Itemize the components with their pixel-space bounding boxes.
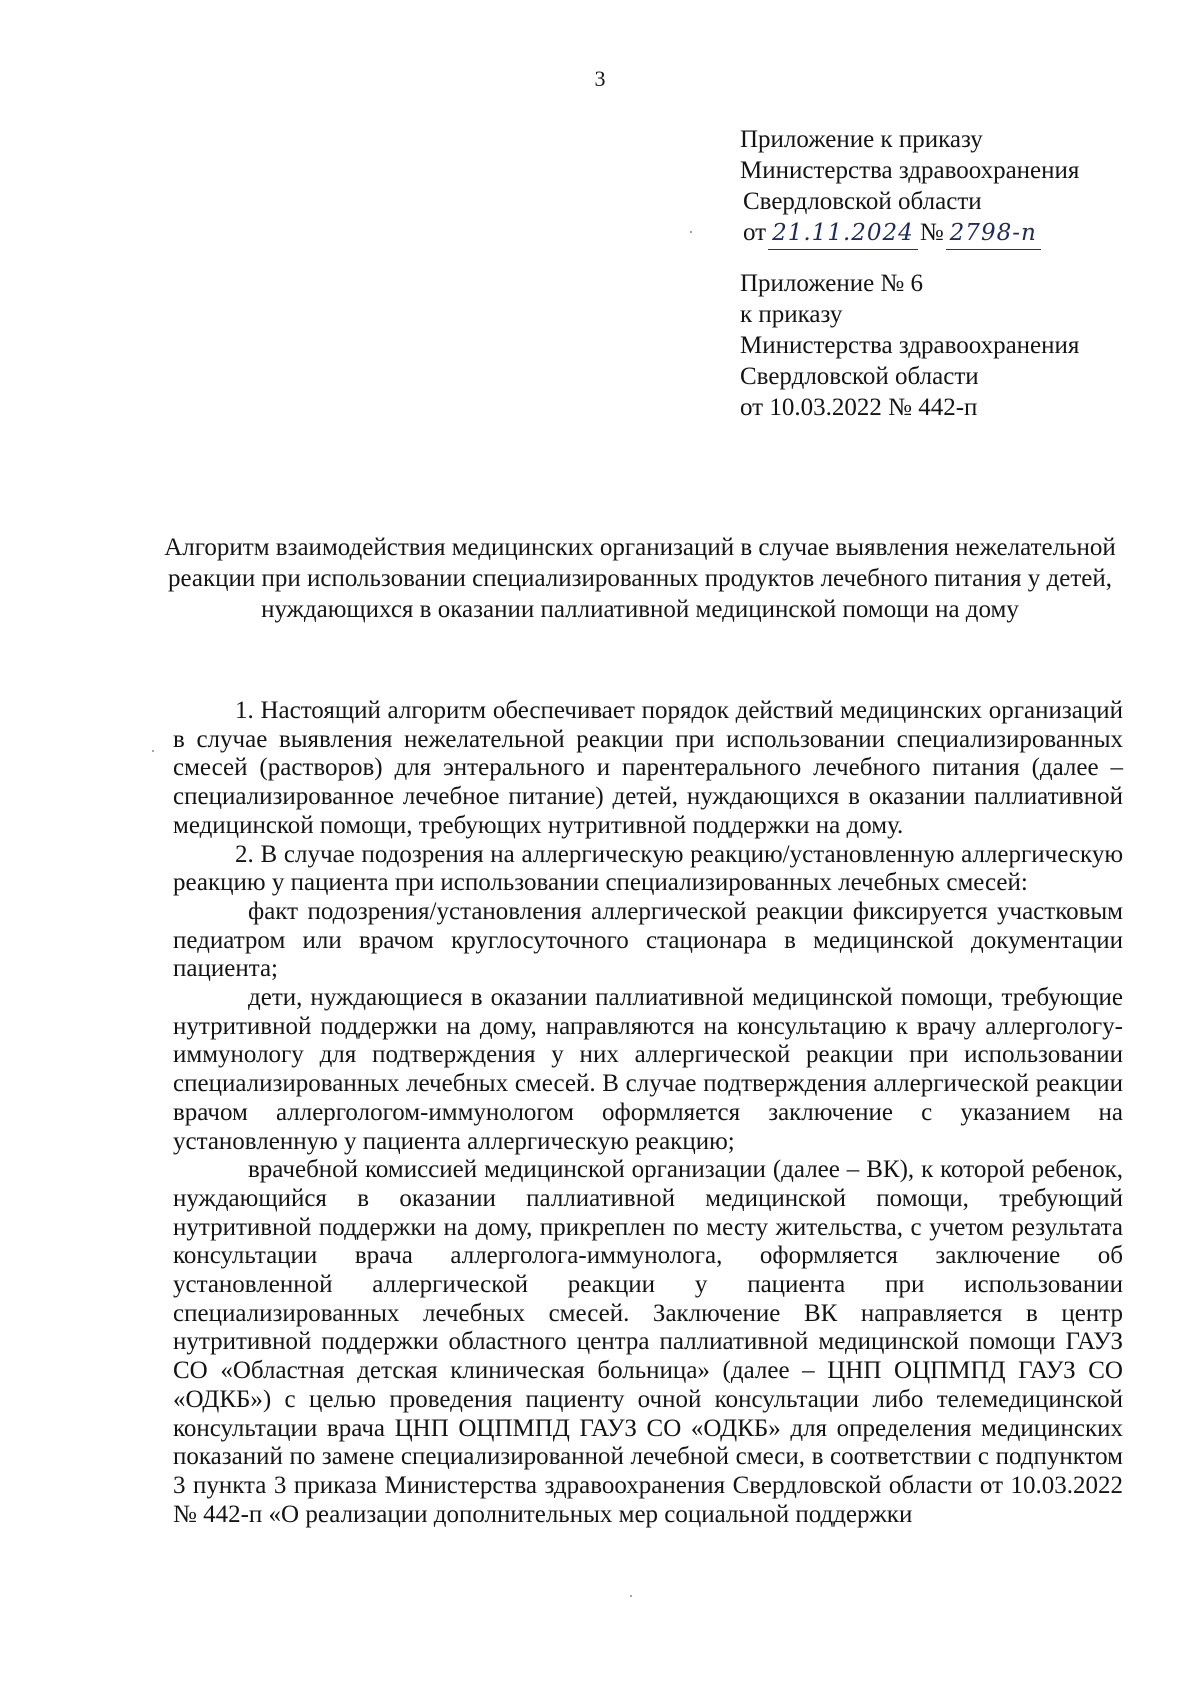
appendix-line: Министерства здравоохранения [740, 157, 1080, 184]
scan-speck [630, 1595, 632, 1597]
document-body [173, 697, 1123, 1529]
number-prefix: № [919, 219, 944, 246]
handwritten-number: 2798-п [946, 218, 1041, 250]
appendix-line: Приложение № 6 [740, 270, 924, 297]
handwritten-date: 21.11.2024 [768, 218, 918, 250]
paragraph: дети, нуждающиеся в оказании паллиативной медицинской помощи, требующие нутритивной поддержки на дому, направляются на консультацию к врачу аллергологу-иммунологу для подтверждения у них аллергической реакции при использовании специализированных лечебных смесей. В случае подтверждения аллергической реакции врачом аллергологом-иммунологом оформляется заключение с указанием на установленную у пациента аллергическую реакцию; [173, 984, 1123, 1155]
appendix-line: к приказу [740, 301, 843, 328]
page-number: 3 [594, 66, 606, 91]
appendix-line: Министерства здравоохранения [740, 332, 1080, 359]
scan-speck [690, 231, 692, 233]
scan-speck [152, 750, 154, 752]
paragraph: факт подозрения/установления аллергической реакции фиксируется участковым педиатром или врачом круглосуточного стационара в медицинской документации пациента; [173, 897, 1123, 983]
appendix-line: Свердловской области [743, 188, 982, 215]
appendix-line: Приложение к приказу [740, 126, 983, 153]
paragraph: 1. Настоящий алгоритм обеспечивает порядок действий медицинских организаций в случае выявления нежелательной реакции при использовании специализированных смесей (растворов) для энтерального и парентерального лечебного питания (далее – специализированное лечебное питание) детей, нуждающихся в оказании паллиативной медицинской помощи, требующих нутритивной поддержки на дому. [173, 697, 1123, 839]
appendix-date-line [740, 217, 1079, 250]
appendix-line: Свердловской области [740, 363, 979, 390]
document-title: Алгоритм взаимодействия медицинских организаций в случае выявления нежелательной реакции при использовании специализированных продуктов лечебного питания у детей, нуждающихся в оказании паллиативной медицинской помощи на дому [164, 534, 1116, 623]
date-prefix: от [743, 219, 767, 246]
paragraph: врачебной комиссией медицинской организации (далее – ВК), к которой ребенок, нуждающийся в оказании паллиативной медицинской помощи, требующий нутритивной поддержки на дому, прикреплен по месту жительства, с учетом результата консультации врача аллерголога-иммунолога, оформляется заключение об установленной аллергической реакции у пациента при использовании специализированных лечебных смесей. Заключение ВК направляется в центр нутритивной поддержки областного центра паллиативной медицинской помощи ГАУЗ СО «Областная детская клиническая больница» (далее – ЦНП ОЦПМПД ГАУЗ СО «ОДКБ») с целью проведения пациенту очной консультации либо телемедицинской консультации врача ЦНП ОЦПМПД ГАУЗ СО «ОДКБ» для определения медицинских показаний по замене специализированной лечебной смеси, в соответствии с подпунктом 3 пункта 3 приказа Министерства здравоохранения Свердловской области от 10.03.2022 № 442-п «О реализации дополнительных мер социальной поддержки [173, 1156, 1123, 1528]
appendix-original-order [740, 268, 1079, 423]
appendix-line: от 10.03.2022 № 442-п [740, 394, 978, 421]
appendix-current-order [740, 124, 1079, 250]
paragraph: 2. В случае подозрения на аллергическую реакцию/установленную аллергическую реакцию у пациента при использовании специализированных лечебных смесей: [173, 840, 1123, 897]
